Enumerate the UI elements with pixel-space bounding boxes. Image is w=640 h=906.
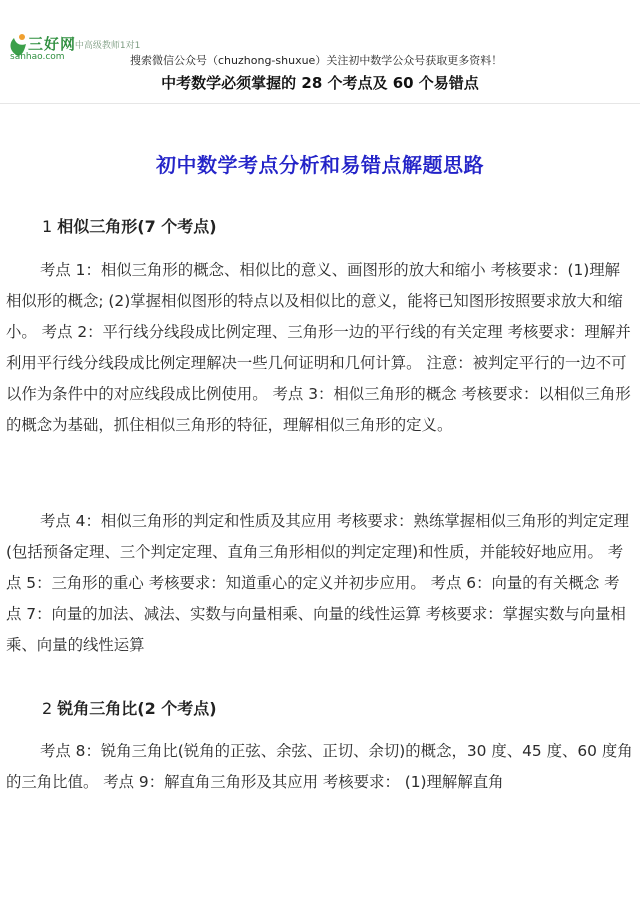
- section-title: 相似三角形(7 个考点): [57, 217, 217, 236]
- section-number: 2: [42, 699, 53, 718]
- section-heading-1: [42, 214, 217, 237]
- wechat-notice: 搜索微信公众号（chuzhong-shuxue）关注初中数学公众号获取更多资料！: [130, 54, 503, 67]
- paragraph: 考点 4：相似三角形的判定和性质及其应用 考核要求：熟练掌握相似三角形的判定定理(包括预备定理、三个判定定理、直角三角形相似的判定定理)和性质，并能较好地应用。 考点 5：三角形的重心 考核要求：知道重心的定义并初步应用。 考点 6：向量的有关概念 考点 7：向量的加法、减法、实数与向量相乘、向量的线性运算 考核要求：掌握实数与向量相乘、向量的线性运算: [6, 512, 630, 654]
- page-header: [0, 0, 640, 104]
- main-title: 初中数学考点分析和易错点解题思路: [156, 153, 484, 177]
- section-title: 锐角三角比(2 个考点): [57, 699, 217, 718]
- logo-name: 三好网: [28, 35, 77, 53]
- section-heading-2: [42, 696, 217, 719]
- section-number: 1: [42, 217, 53, 236]
- logo-url: sanhao.com: [10, 52, 65, 62]
- document-title: 中考数学必须掌握的 28 个考点及 60 个易错点: [161, 74, 479, 92]
- paragraph: 考点 8：锐角三角比(锐角的正弦、余弦、正切、余切)的概念，30 度、45 度、60 度角的三角比值。 考点 9：解直角三角形及其应用 考核要求： (1)理解解直角: [6, 742, 633, 791]
- logo-tagline: ·中高级教师1对1: [72, 41, 141, 51]
- paragraph: 考点 1：相似三角形的概念、相似比的意义、画图形的放大和缩小 考核要求：(1)理解相似形的概念; (2)掌握相似图形的特点以及相似比的意义，能将已知图形按照要求放大和缩小。 考点 2：平行线分线段成比例定理、三角形一边的平行线的有关定理 考核要求：理解并利用平行线分线段成比例定理解决一些几何证明和几何计算。 注意：被判定平行的一边不可以作为条件中的对应线段成比例使用。 考点 3：相似三角形的概念 考核要求：以相似三角形的概念为基础，抓住相似三角形的特征，理解相似三角形的定义。: [6, 261, 631, 434]
